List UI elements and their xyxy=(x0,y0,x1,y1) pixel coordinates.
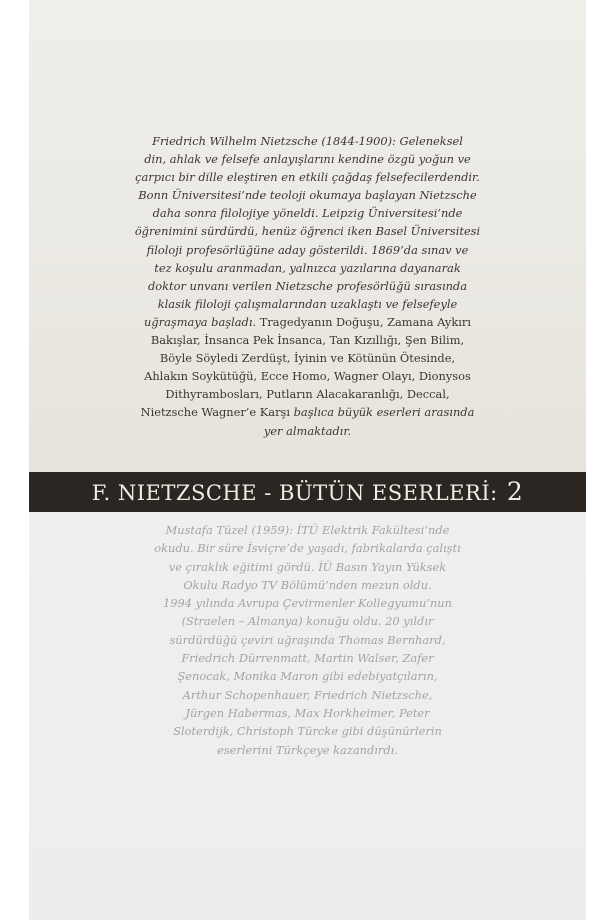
bio-text-segment: Şenocak, Monika Maron gibi edebiyatçıların, xyxy=(177,669,438,684)
bio-text-segment: Arthur Schopenhauer, Friedrich Nietzsche, xyxy=(182,687,433,702)
bio-line xyxy=(29,204,586,222)
bio-line xyxy=(29,313,586,331)
bio-text-segment: tez koşulu aranmadan, yalnızca yazılarına dayanarak xyxy=(154,260,461,275)
series-title: F. NIETZSCHE - BÜTÜN ESERLERİ: xyxy=(91,481,498,505)
bio-text-segment: başlıca büyük eserleri arasında xyxy=(290,405,475,420)
bio-text-segment: Okulu Radyo TV Bölümü’nden mezun oldu. xyxy=(183,577,432,592)
bio-text-segment: sürdürdüğü çeviri uğraşında Thomas Bernhard, xyxy=(169,632,446,647)
bio-text-segment: eserlerini Türkçeye kazandırdı. xyxy=(217,742,398,757)
bio-line xyxy=(29,295,586,313)
bio-text-segment: Friedrich Dürrenmatt, Martin Walser, Zafer xyxy=(181,651,434,666)
bio-text-segment: okudu. Bir süre İsviçre’de yaşadı, fabrikalarda çalıştı xyxy=(154,541,461,556)
bio-text-segment: Mustafa Tüzel (1959): İTÜ Elektrik Fakültesi’nde xyxy=(165,523,450,537)
bio-text-segment: Bakışlar, İnsanca Pek İnsanca, Tan Kızıllığı, Şen Bilim, xyxy=(150,333,465,348)
bio-line xyxy=(29,259,586,277)
bio-text-segment: doktor unvanı verilen Nietzsche profesörlüğü sırasında xyxy=(147,278,468,293)
bio-text-segment: klasik filoloji çalışmalarından uzaklaştı ve felsefeyle xyxy=(157,296,458,311)
bio-line xyxy=(29,150,586,168)
series-band xyxy=(29,472,586,512)
bio-line xyxy=(29,612,586,630)
bio-line xyxy=(29,521,586,539)
bio-line xyxy=(29,422,586,440)
bio-line xyxy=(29,539,586,557)
bio-line xyxy=(29,132,586,150)
bio-text-segment: din, ahlak ve felsefe anlayışlarını kendine özgü yoğun ve xyxy=(144,152,471,167)
bio-line xyxy=(29,331,586,349)
bio-line xyxy=(29,741,586,759)
bio-line xyxy=(29,722,586,740)
author-bio xyxy=(29,132,586,440)
bio-line xyxy=(29,168,586,186)
bio-text-segment: Jürgen Habermas, Max Horkheimer, Peter xyxy=(185,705,430,720)
bio-line xyxy=(29,686,586,704)
bio-text-segment: Dithyrambosları, Putların Alacakaranlığı, Deccal, xyxy=(165,387,450,402)
bio-line xyxy=(29,277,586,295)
bio-text-segment: Ahlakın Soykütüğü, Ecce Homo, Wagner Olayı, Dionysos xyxy=(144,369,471,384)
bio-line xyxy=(29,704,586,722)
bio-text-segment: Böyle Söyledi Zerdüşt, İyinin ve Kötünün Ötesinde, xyxy=(159,351,456,366)
bio-line xyxy=(29,403,586,421)
bio-line xyxy=(29,576,586,594)
bio-text-segment: ve çıraklık eğitimi gördü. İÜ Basın Yayın Yüksek xyxy=(168,559,447,574)
bio-line xyxy=(29,594,586,612)
bio-line xyxy=(29,241,586,259)
bio-text-segment: Bonn Üniversitesi’nde teoloji okumaya başlayan Nietzsche xyxy=(138,188,477,203)
bio-line xyxy=(29,558,586,576)
bio-line xyxy=(29,186,586,204)
bio-line xyxy=(29,667,586,685)
bio-line xyxy=(29,367,586,385)
bio-line xyxy=(29,222,586,240)
bio-text-segment: (Straelen – Almanya) konuğu oldu. 20 yıldır xyxy=(181,614,434,629)
bio-text-segment: Friedrich Wilhelm Nietzsche (1844-1900): Geleneksel xyxy=(152,134,463,148)
bio-line xyxy=(29,385,586,403)
volume-number: 2 xyxy=(506,477,524,506)
bio-text-segment: Nietzsche Wagner’e Karşı xyxy=(140,405,291,420)
bio-text-segment: Sloterdijk, Christoph Türcke gibi düşünürlerin xyxy=(173,724,442,739)
bio-text-segment: yer almaktadır. xyxy=(263,423,352,438)
bio-text-segment: daha sonra filolojiye yöneldi. Leipzig Üniversitesi’nde xyxy=(152,206,463,221)
bio-line xyxy=(29,649,586,667)
translator-bio xyxy=(29,521,586,759)
back-cover xyxy=(29,0,586,920)
bio-text-segment: uğraşmaya başladı. xyxy=(144,314,257,329)
bio-text-segment: Tragedyanın Doğuşu, Zamana Aykırı xyxy=(256,314,471,329)
bio-text-segment: öğrenimini sürdürdü, henüz öğrenci iken Basel Üniversitesi xyxy=(134,224,481,239)
bio-text-segment: filoloji profesörlüğüne aday gösterildi. 1869’da sınav ve xyxy=(146,242,469,257)
bio-line xyxy=(29,349,586,367)
bio-text-segment: çarpıcı bir dille eleştiren en etkili çağdaş felsefecilerdendir. xyxy=(135,170,480,185)
bio-text-segment: 1994 yılında Avrupa Çevirmenler Kollegyumu’nun xyxy=(163,596,452,611)
bio-line xyxy=(29,631,586,649)
